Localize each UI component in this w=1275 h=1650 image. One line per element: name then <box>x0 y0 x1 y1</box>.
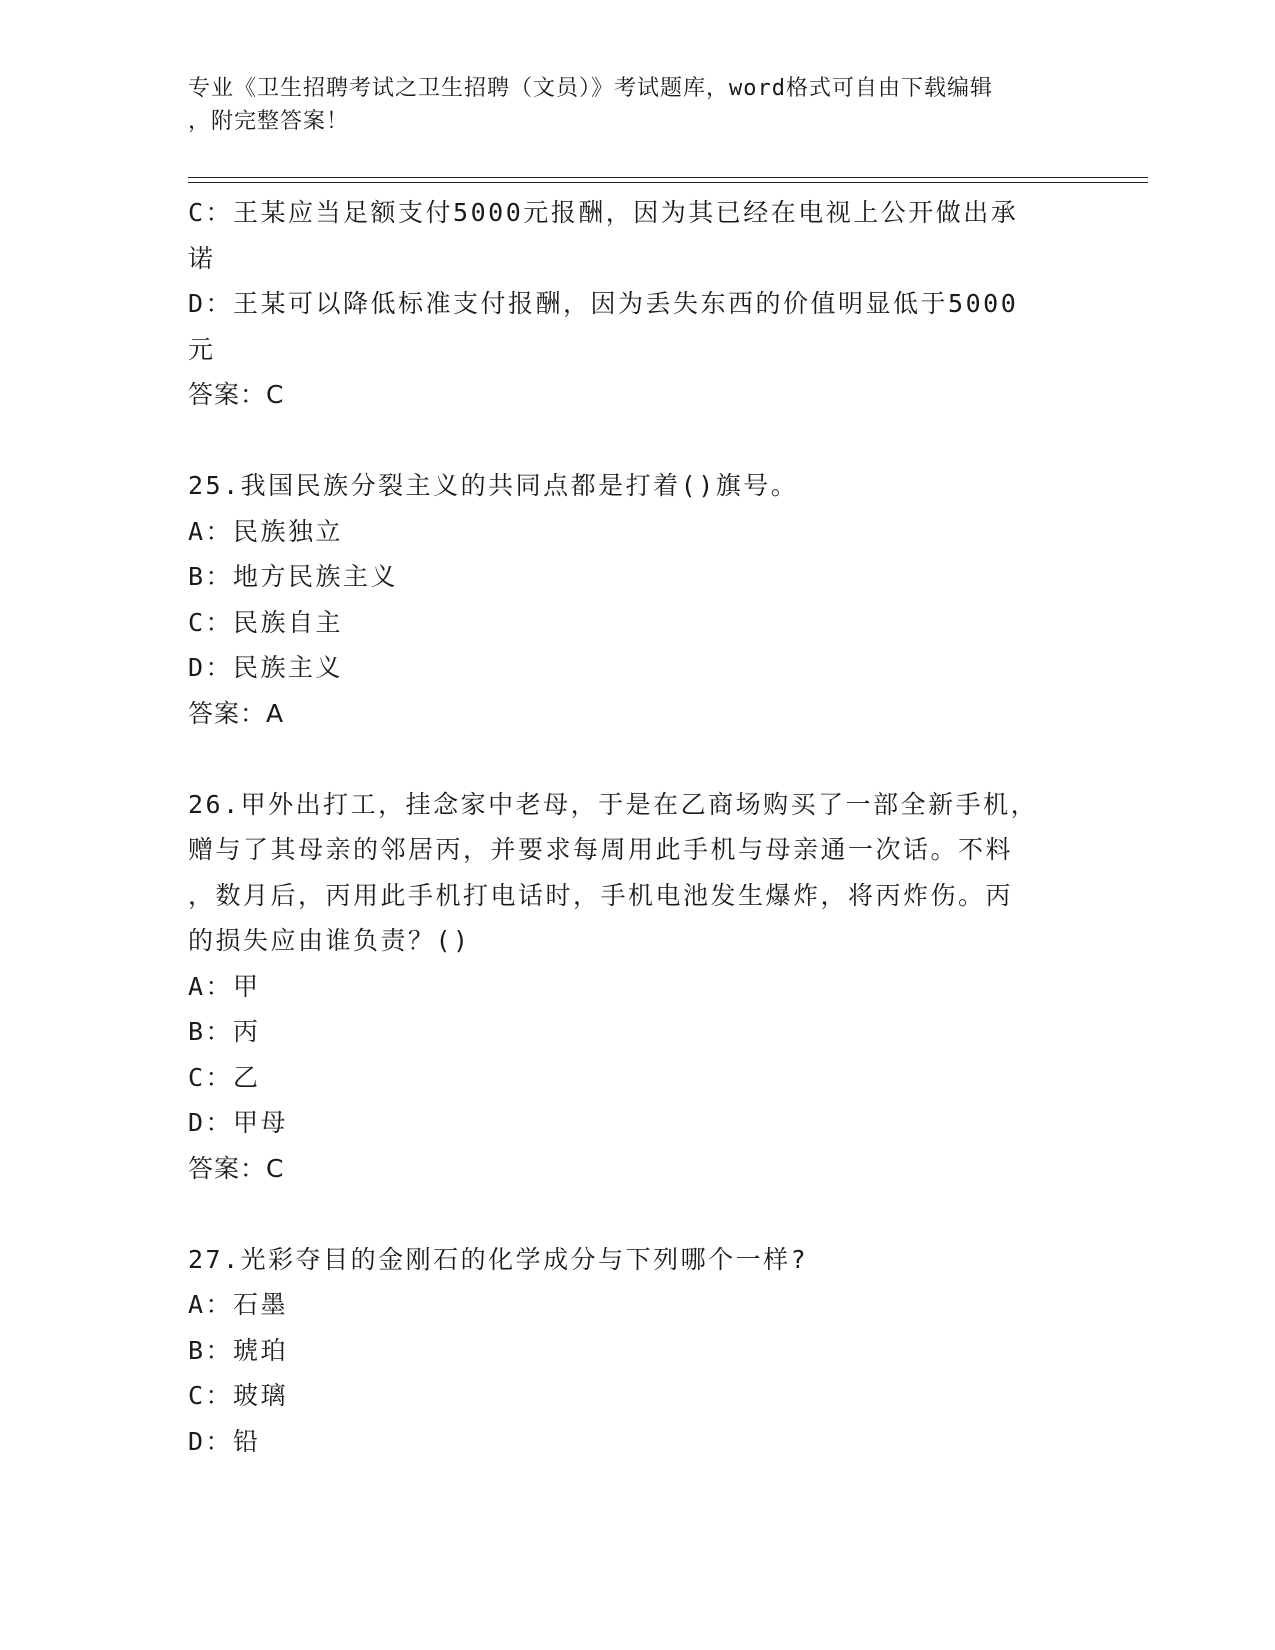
spacer <box>188 736 1088 782</box>
q25-option-c: C：民族自主 <box>188 607 344 637</box>
spacer <box>188 418 1088 464</box>
header-line-2: ，附完整答案！ <box>188 109 350 134</box>
question-26 <box>188 782 1088 1192</box>
q26-stem-line-3: ，数月后，丙用此手机打电话时，手机电池发生爆炸，将丙炸伤。丙 <box>188 880 1014 910</box>
q26-stem-line-4: 的损失应由谁负责？() <box>188 926 471 955</box>
q27-option-b: B：琥珀 <box>188 1335 289 1365</box>
header-divider <box>188 177 1148 183</box>
q26-option-b: B：丙 <box>188 1017 261 1046</box>
q25-stem: 25.我国民族分裂主义的共同点都是打着()旗号。 <box>188 471 799 500</box>
q25-option-d: D：民族主义 <box>188 653 344 682</box>
q25-answer: 答案：A <box>188 698 285 728</box>
q24-option-c-line-2: 诺 <box>188 243 216 273</box>
q26-option-d: D：甲母 <box>188 1108 289 1137</box>
q26-option-a: A：甲 <box>188 971 261 1001</box>
q24-option-d-line-1: D：王某可以降低标准支付报酬，因为丢失东西的价值明显低于5000 <box>188 289 1019 318</box>
question-27 <box>188 1237 1088 1465</box>
q27-stem: 27.光彩夺目的金刚石的化学成分与下列哪个一样? <box>188 1244 809 1274</box>
spacer <box>188 1191 1088 1237</box>
q27-option-d: D：铅 <box>188 1426 261 1456</box>
q25-option-b: B：地方民族主义 <box>188 562 399 591</box>
q24-option-d-line-2: 元 <box>188 334 216 364</box>
q26-stem-line-1: 26.甲外出打工，挂念家中老母，于是在乙商场购买了一部全新手机， <box>188 789 1039 819</box>
q26-answer: 答案：C <box>188 1153 285 1183</box>
q24-option-c-line-1: C：王某应当足额支付5000元报酬，因为其已经在电视上公开做出承 <box>188 198 1019 227</box>
q26-option-c: C：乙 <box>188 1062 261 1092</box>
q25-option-a: A：民族独立 <box>188 516 344 546</box>
q24-answer: 答案：C <box>188 380 285 409</box>
question-24 <box>188 190 1088 418</box>
q27-option-a: A：石墨 <box>188 1290 289 1319</box>
document-header <box>188 72 1088 138</box>
q27-option-c: C：玻璃 <box>188 1381 289 1410</box>
header-line-1: 专业《卫生招聘考试之卫生招聘（文员）》考试题库，word格式可自由下载编辑 <box>188 76 993 101</box>
q26-stem-line-2: 赠与了其母亲的邻居丙，并要求每周用此手机与母亲通一次话。不料 <box>188 835 1014 864</box>
question-list <box>188 190 1088 1464</box>
question-25 <box>188 463 1088 736</box>
